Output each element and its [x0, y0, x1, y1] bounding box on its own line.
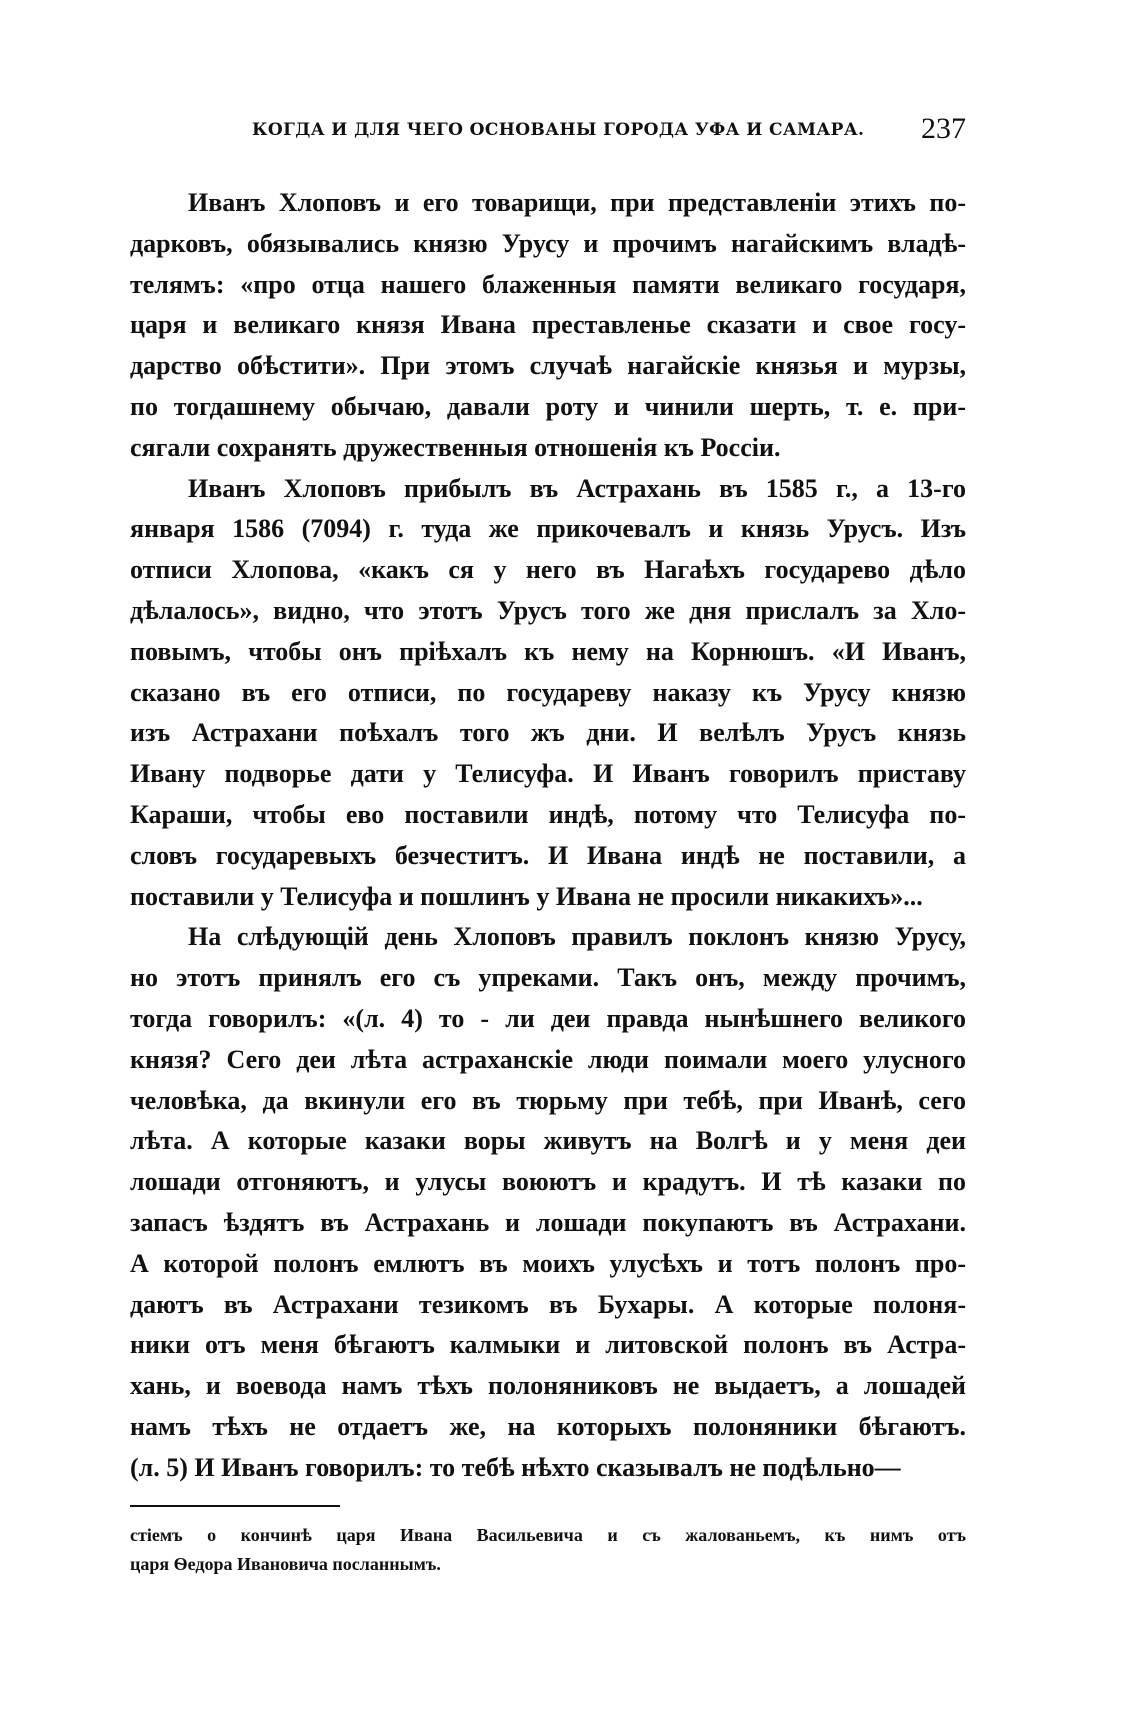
footnote-line: царя Ѳедора Ивановича посланнымъ. — [130, 1554, 441, 1574]
body-text — [130, 183, 966, 1489]
page-number: 237 — [921, 112, 966, 145]
text-line: но этотъ принялъ его съ упреками. Такъ онъ, между прочимъ, — [130, 963, 966, 993]
paragraph — [130, 469, 966, 918]
footnote — [130, 1521, 966, 1579]
text-line: Караши, чтобы ево поставили индѣ, потому что Телисуфа по- — [130, 799, 966, 829]
text-line: хань, и воевода намъ тѣхъ полоняниковъ не выдаетъ, а лошадей — [130, 1371, 966, 1401]
text-line: дарковъ, обязывались князю Урусу и прочимъ нагайскимъ владѣ- — [130, 228, 966, 258]
text-line: даютъ въ Астрахани тезикомъ въ Бухары. А которые полоня- — [130, 1289, 966, 1319]
text-line: дѣлалось», видно, что этотъ Урусъ того же дня прислалъ за Хло- — [130, 595, 966, 625]
text-line: А которой полонъ емлютъ въ моихъ улусѣхъ и тотъ полонъ про- — [130, 1248, 966, 1278]
text-line: изъ Астрахани поѣхалъ того жъ дни. И велѣлъ Урусъ князь — [130, 718, 966, 748]
text-line: Иванъ Хлоповъ прибылъ въ Астрахань въ 1585 г., а 13-го — [188, 473, 966, 503]
text-line: января 1586 (7094) г. туда же прикочевалъ и князь Урусъ. Изъ — [130, 514, 966, 544]
text-line: отписи Хлопова, «какъ ся у него въ Нагаѣхъ государево дѣло — [130, 555, 966, 585]
text-line: Ивану подворье дати у Телисуфа. И Иванъ говорилъ приставу — [130, 759, 966, 789]
text-line: запасъ ѣздятъ въ Астрахань и лошади покупаютъ въ Астрахани. — [130, 1207, 966, 1237]
text-line: по тогдашнему обычаю, давали роту и чинили шерть, т. е. при- — [130, 391, 966, 421]
text-line: (л. 5) И Иванъ говорилъ: то тебѣ нѣхто сказывалъ не подѣльно— — [130, 1452, 901, 1482]
text-line: Иванъ Хлоповъ и его товарищи, при представленіи этихъ по- — [188, 188, 966, 217]
text-line: человѣка, да вкинули его въ тюрьму при тебѣ, при Иванѣ, сего — [130, 1085, 966, 1115]
text-line: князя? Сего деи лѣта астраханскіе люди поимали моего улусного — [130, 1044, 966, 1074]
text-line: лошади отгоняютъ, и улусы воюютъ и крадутъ. И тѣ казаки по — [130, 1167, 966, 1197]
running-title: КОГДА И ДЛЯ ЧЕГО ОСНОВАНЫ ГОРОДА УФА И САМАРА. — [252, 120, 865, 140]
text-line: телямъ: «про отца нашего блаженныя памяти великаго государя, — [130, 269, 966, 299]
text-line: дарство обѣстити». При этомъ случаѣ нагайскіе князья и мурзы, — [130, 351, 966, 381]
text-line: поставили у Телисуфа и пошлинъ у Ивана не просили никакихъ»... — [130, 881, 923, 911]
text-line: царя и великаго князя Ивана преставленье сказати и свое госу- — [130, 310, 966, 340]
footnote-line: стіемъ о кончинѣ царя Ивана Васильевича и съ жалованьемъ, къ нимъ отъ — [130, 1525, 966, 1545]
text-line: ники отъ меня бѣгаютъ калмыки и литовской полонъ въ Астра- — [130, 1330, 966, 1360]
text-line: словъ государевыхъ безчеститъ. И Ивана индѣ не поставили, а — [130, 840, 966, 870]
text-line: сягали сохранять дружественныя отношенія къ Россіи. — [130, 432, 781, 462]
text-line: повымъ, чтобы онъ пріѣхалъ къ нему на Корнюшъ. «И Иванъ, — [130, 636, 966, 666]
paragraph — [130, 183, 966, 469]
text-line: намъ тѣхъ не отдаетъ же, на которыхъ полоняники бѣгаютъ. — [130, 1411, 966, 1441]
footnote-rule — [130, 1505, 340, 1507]
text-line: тогда говорилъ: «(л. 4) то - ли деи правда нынѣшнего великого — [130, 1003, 966, 1033]
text-line: сказано въ его отписи, по государеву наказу къ Урусу князю — [130, 677, 966, 707]
paragraph — [130, 917, 966, 1488]
text-line: На слѣдующій день Хлоповъ правилъ поклонъ князю Урусу, — [188, 922, 966, 952]
page-header — [130, 112, 966, 152]
text-line: лѣта. А которые казаки воры живутъ на Волгѣ и у меня деи — [130, 1126, 966, 1156]
